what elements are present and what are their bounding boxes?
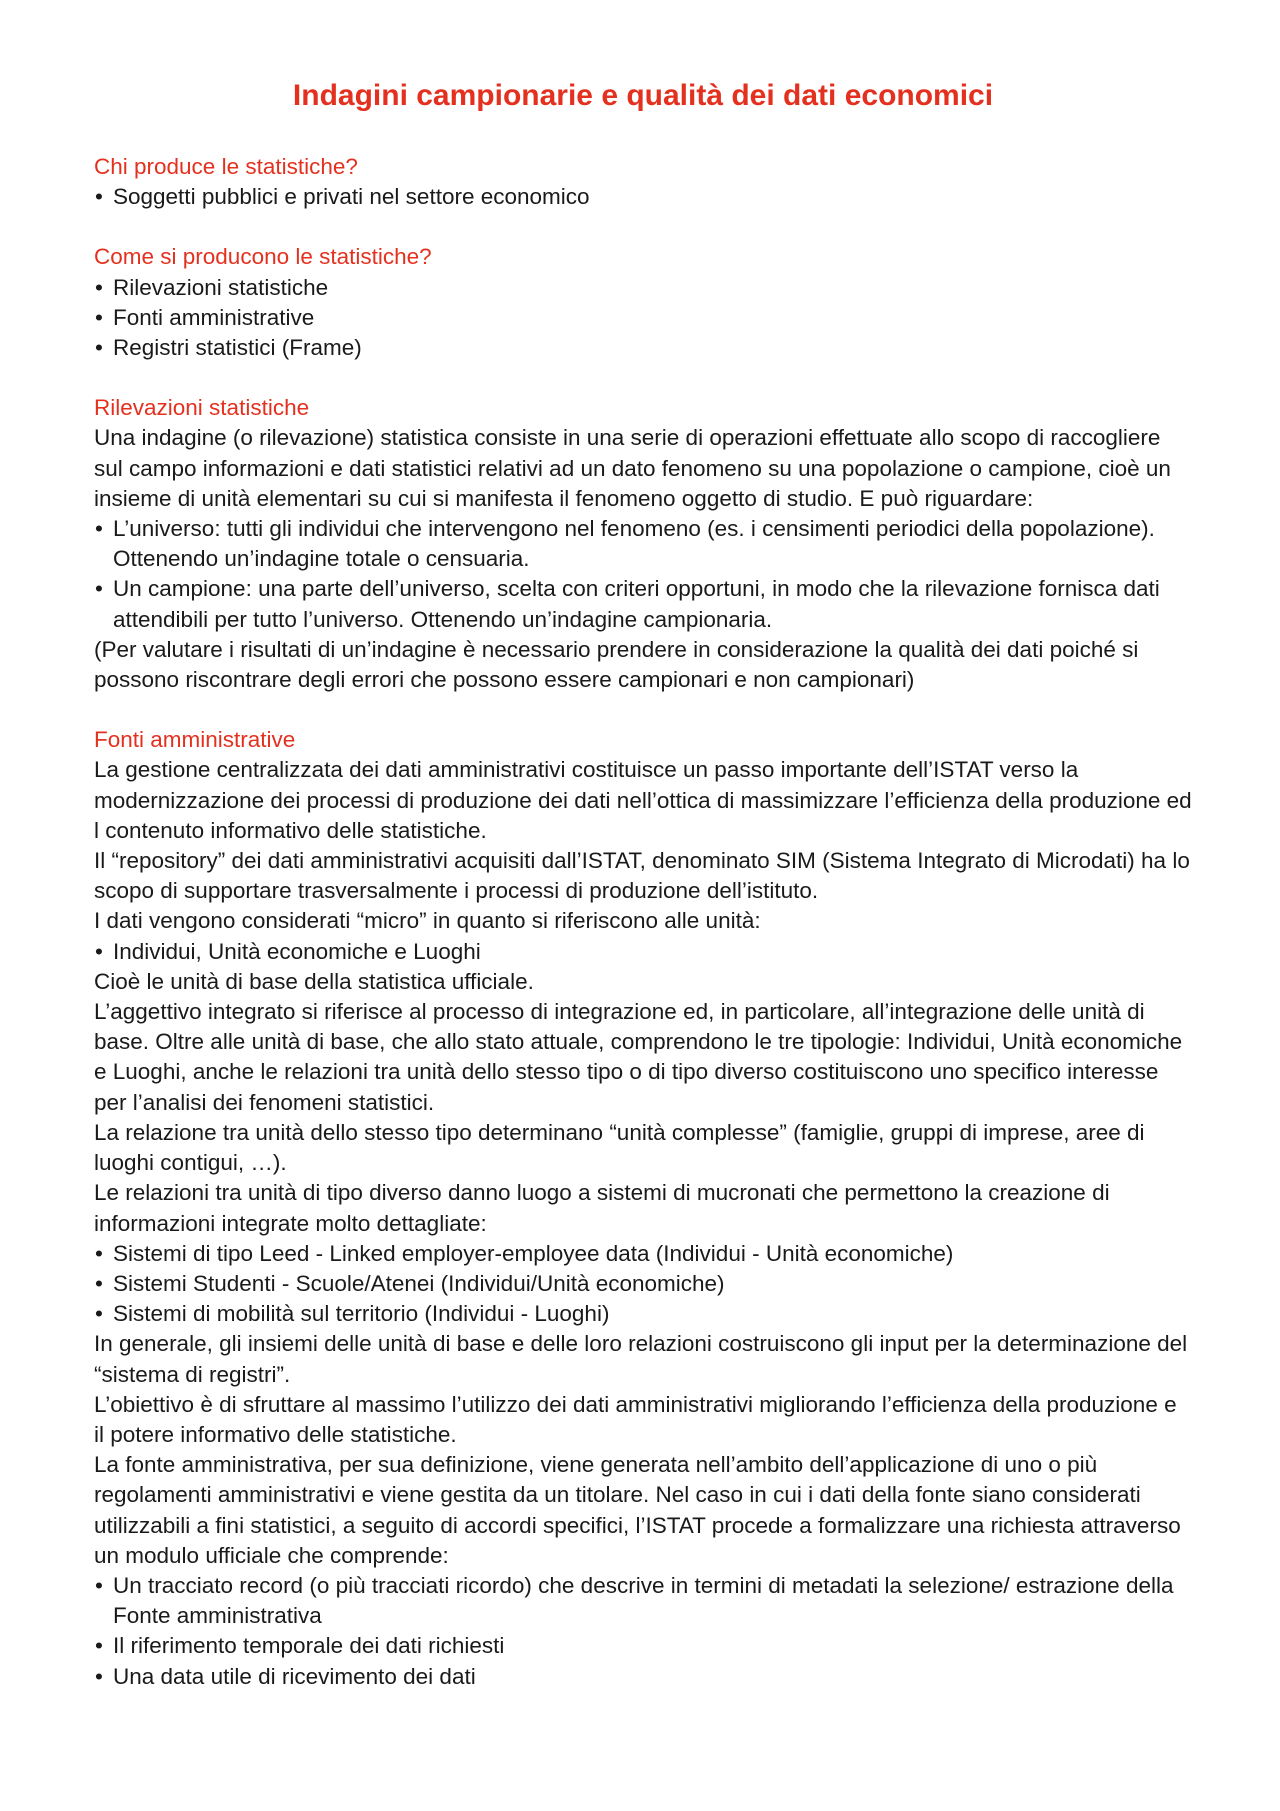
section-how-produced (94, 242, 1192, 363)
list-item: • Una data utile di ricevimento dei dati (94, 1662, 1192, 1692)
paragraph: La fonte amministrativa, per sua definizione, viene generata nell’ambito dell’applicazione di uno o più regolamenti amministrativi e viene gestita da un titolare. Nel caso in cui i dati della fonte siano considerati utilizzabili a fini statistici, a seguito di accordi specifici, l’ISTAT procede a formalizzare una richiesta attraverso un modulo ufficiale che comprende: (94, 1452, 1181, 1568)
list-item: • Soggetti pubblici e privati nel settore economico (94, 182, 1192, 212)
paragraph: Le relazioni tra unità di tipo diverso danno luogo a sistemi di mucronati che permettono la creazione di informazioni integrate molto dettagliate: (94, 1180, 1110, 1236)
paragraph: I dati vengono considerati “micro” in quanto si riferiscono alle unità: (94, 908, 761, 934)
paragraph: L’obiettivo è di sfruttare al massimo l’utilizzo dei dati amministrativi migliorando l’efficienza della produzione e il potere informativo delle statistiche. (94, 1391, 1177, 1447)
paragraph: La relazione tra unità dello stesso tipo determinano “unità complesse” (famiglie, gruppi di imprese, aree di luoghi contigui, …). (94, 1119, 1145, 1176)
section-heading: Chi produce le statistiche? (94, 154, 358, 179)
list-item: • Sistemi di mobilità sul territorio (Individui - Luoghi) (94, 1299, 1192, 1329)
section-heading: Rilevazioni statistiche (94, 395, 310, 421)
paragraph: L’aggettivo integrato si riferisce al processo di integrazione ed, in particolare, all’integrazione delle unità di base. Oltre alle unità di base, che allo stato attuale, comprendono le tre tipologie: Individui, Unità economiche e Luoghi, anche le relazioni tra unità dello stesso tipo o di tipo diverso costituiscono uno specifico interesse per l’analisi dei fenomeni statistici. (94, 999, 1183, 1115)
paragraph: In generale, gli insiemi delle unità di base e delle loro relazioni costruiscono gli input per la determinazione del “sistema di registri”. (94, 1331, 1188, 1387)
list-item: • Un campione: una parte dell’universo, scelta con criteri opportuni, in modo che la rilevazione fornisca dati attendibili per tutto l’universo. Ottenendo un’indagine campionaria. (94, 574, 1192, 634)
list-item: • Un tracciato record (o più tracciati ricordo) che descrive in termini di metadati la selezione/ estrazione della Fonte amministrativa (94, 1571, 1192, 1631)
list-item: • Registri statistici (Frame) (94, 333, 1192, 363)
list-item: • Rilevazioni statistiche (94, 273, 1192, 303)
document-title: Indagini campionarie e qualità dei dati economici (292, 79, 994, 112)
paragraph: Il “repository” dei dati amministrativi acquisiti dall’ISTAT, denominato SIM (Sistema Integrato di Microdati) ha lo scopo di supportare trasversalmente i processi di produzione dell’istituto. (94, 848, 1190, 904)
list-item: • L’universo: tutti gli individui che intervengono nel fenomeno (es. i censimenti periodici della popolazione). Ottenendo un’indagine totale o censuaria. (94, 514, 1192, 574)
paragraph: Una indagine (o rilevazione) statistica consiste in una serie di operazioni effettuate allo scopo di raccogliere sul campo informazioni e dati statistici relativi ad un dato fenomeno su una popolazione o campione, cioè un insieme di unità elementari su cui si manifesta il fenomeno oggetto di studio. E può riguardare: (94, 425, 1171, 511)
bullet-list (94, 273, 1192, 364)
paragraph-note: (Per valutare i risultati di un’indagine è necessario prendere in considerazione la qualità dei dati poiché si possono riscontrare degli errori che possono essere campionari e non campionari) (94, 636, 1139, 693)
bullet-list (94, 1239, 1192, 1330)
bullet-list (94, 182, 1192, 212)
section-rilevazioni (94, 393, 1192, 695)
list-item: • Individui, Unità economiche e Luoghi (94, 937, 1192, 967)
section-heading: Come si producono le statistiche? (94, 244, 432, 270)
bullet-list (94, 1571, 1192, 1692)
bullet-list (94, 514, 1192, 635)
list-item: • Fonti amministrative (94, 303, 1192, 333)
bullet-list (94, 937, 1192, 967)
section-heading: Fonti amministrative (94, 727, 296, 753)
section-fonti-amministrative (94, 725, 1192, 1692)
paragraph: Cioè le unità di base della statistica ufficiale. (94, 968, 534, 994)
section-who-produces (94, 152, 1192, 212)
list-item: • Sistemi Studenti - Scuole/Atenei (Individui/Unità economiche) (94, 1269, 1192, 1299)
list-item: • Sistemi di tipo Leed - Linked employer-employee data (Individui - Unità economiche) (94, 1239, 1192, 1269)
list-item: • Il riferimento temporale dei dati richiesti (94, 1631, 1192, 1661)
paragraph: La gestione centralizzata dei dati amministrativi costituisce un passo importante dell’ISTAT verso la modernizzazione dei processi di produzione dei dati nell’ottica di massimizzare l’efficienza della produzione ed l contenuto informativo delle statistiche. (94, 757, 1192, 843)
